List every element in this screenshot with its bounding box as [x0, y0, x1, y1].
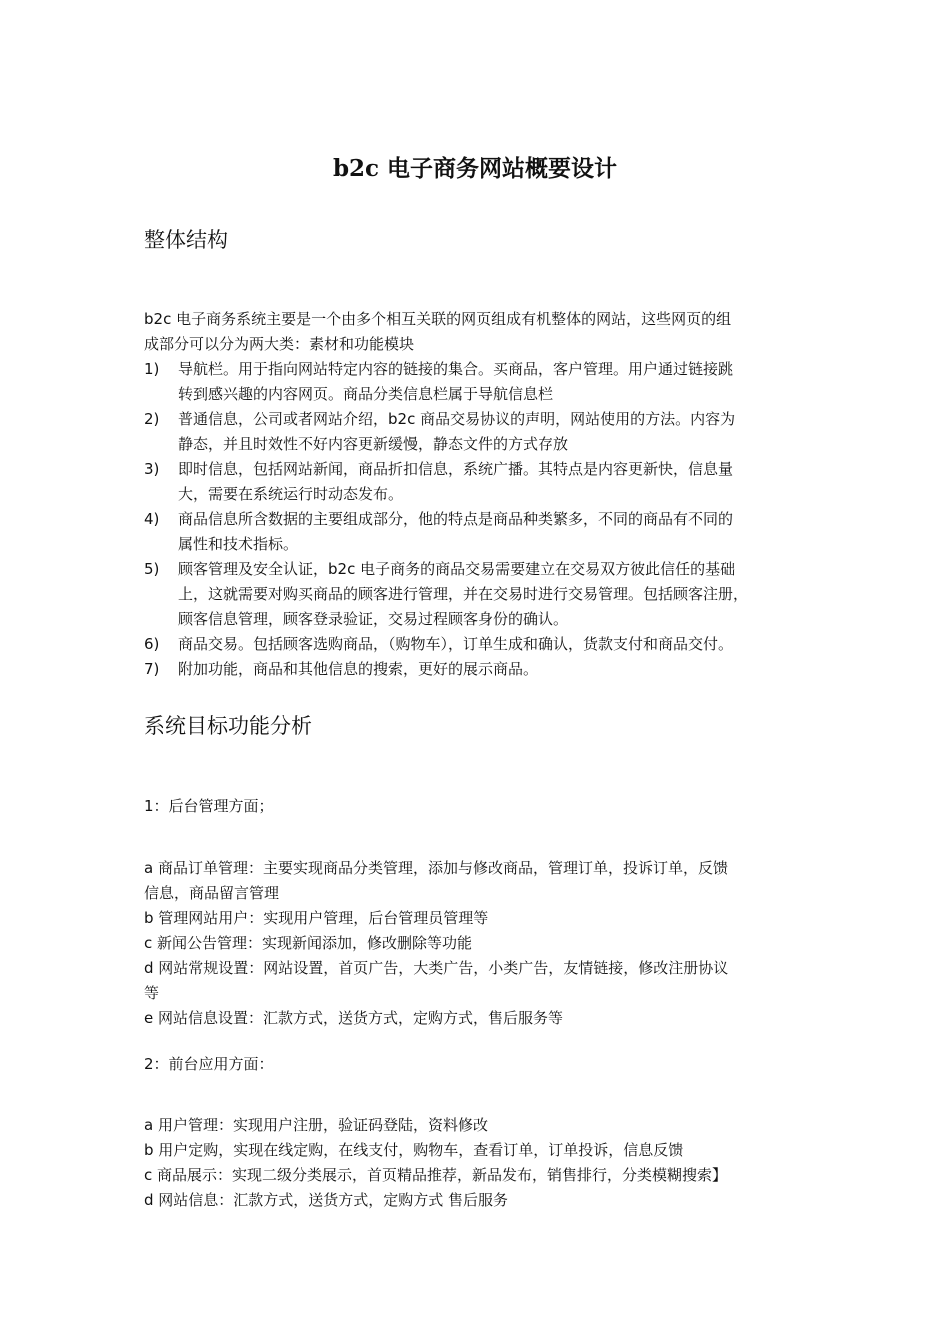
list-item-text: 静态，并且时效性不好内容更新缓慢，静态文件的方式存放: [178, 435, 569, 453]
list-item-text: 顾客信息管理，顾客登录验证，交易过程顾客身份的确认。: [178, 610, 569, 628]
list-item-number: 7): [144, 660, 160, 678]
backend-line: e 网站信息设置：汇款方式，送货方式，定购方式，售后服务等: [144, 1009, 563, 1027]
frontend-line: d 网站信息：汇款方式，送货方式，定购方式 售后服务: [144, 1191, 509, 1209]
list-item-text: 转到感兴趣的内容网页。商品分类信息栏属于导航信息栏: [178, 385, 554, 403]
list-item-number: 4): [144, 510, 160, 528]
list-item-text: 附加功能，商品和其他信息的搜索，更好的展示商品。: [178, 660, 539, 678]
backend-line: b 管理网站用户：实现用户管理，后台管理员管理等: [144, 909, 489, 927]
section-heading-function-analysis: 系统目标功能分析: [144, 714, 312, 738]
list-item-text: 顾客管理及安全认证，b2c 电子商务的商品交易需要建立在交易双方彼此信任的基础: [178, 560, 736, 578]
list-item-text: 导航栏。用于指向网站特定内容的链接的集合。买商品，客户管理。用户通过链接跳: [178, 360, 734, 378]
list-item-number: 5): [144, 560, 160, 578]
backend-line: d 网站常规设置：网站设置，首页广告，大类广告，小类广告，友情链接，修改注册协议: [144, 959, 729, 977]
list-item-text: 大，需要在系统运行时动态发布。: [178, 485, 404, 503]
list-item-number: 2): [144, 410, 160, 428]
list-item-text: 普通信息，公司或者网站介绍，b2c 商品交易协议的声明，网站使用的方法。内容为: [178, 410, 736, 428]
list-item-text: 即时信息，包括网站新闻，商品折扣信息，系统广播。其特点是内容更新快，信息量: [178, 460, 734, 478]
list-item-number: 3): [144, 460, 160, 478]
list-item-number: 1): [144, 360, 160, 378]
backend-line: a 商品订单管理：主要实现商品分类管理，添加与修改商品，管理订单，投诉订单，反馈: [144, 859, 728, 877]
list-item-number: 6): [144, 635, 160, 653]
backend-line: 信息，商品留言管理: [144, 884, 280, 902]
list-item-text: 商品交易。包括顾客选购商品，（购物车），订单生成和确认，货款支付和商品交付。: [178, 635, 734, 653]
document-title: b2c 电子商务网站概要设计: [332, 155, 618, 182]
list-item-text: 属性和技术指标。: [178, 535, 299, 553]
intro-line-1: b2c 电子商务系统主要是一个由多个相互关联的网页组成有机整体的网站，这些网页的组: [144, 310, 732, 328]
intro-line-2: 成部分可以分为两大类：素材和功能模块: [144, 335, 415, 353]
backend-line: c 新闻公告管理：实现新闻添加，修改删除等功能: [144, 934, 473, 952]
backend-line: 等: [144, 984, 160, 1002]
frontend-line: c 商品展示：实现二级分类展示，首页精品推荐，新品发布，销售排行，分类模糊搜索】: [144, 1166, 728, 1184]
frontend-line: b 用户定购，实现在线定购，在线支付，购物车，查看订单，订单投诉，信息反馈: [144, 1141, 684, 1159]
frontend-line: a 用户管理：实现用户注册，验证码登陆，资料修改: [144, 1116, 488, 1134]
list-item-text: 上，这就需要对购买商品的顾客进行管理，并在交易时进行交易管理。包括顾客注册，: [178, 585, 749, 603]
frontend-label: 2：前台应用方面：: [144, 1055, 274, 1073]
list-item-text: 商品信息所含数据的主要组成部分，他的特点是商品种类繁多，不同的商品有不同的: [178, 510, 734, 528]
section-heading-overall-structure: 整体结构: [144, 228, 228, 252]
backend-label: 1：后台管理方面；: [144, 797, 274, 815]
